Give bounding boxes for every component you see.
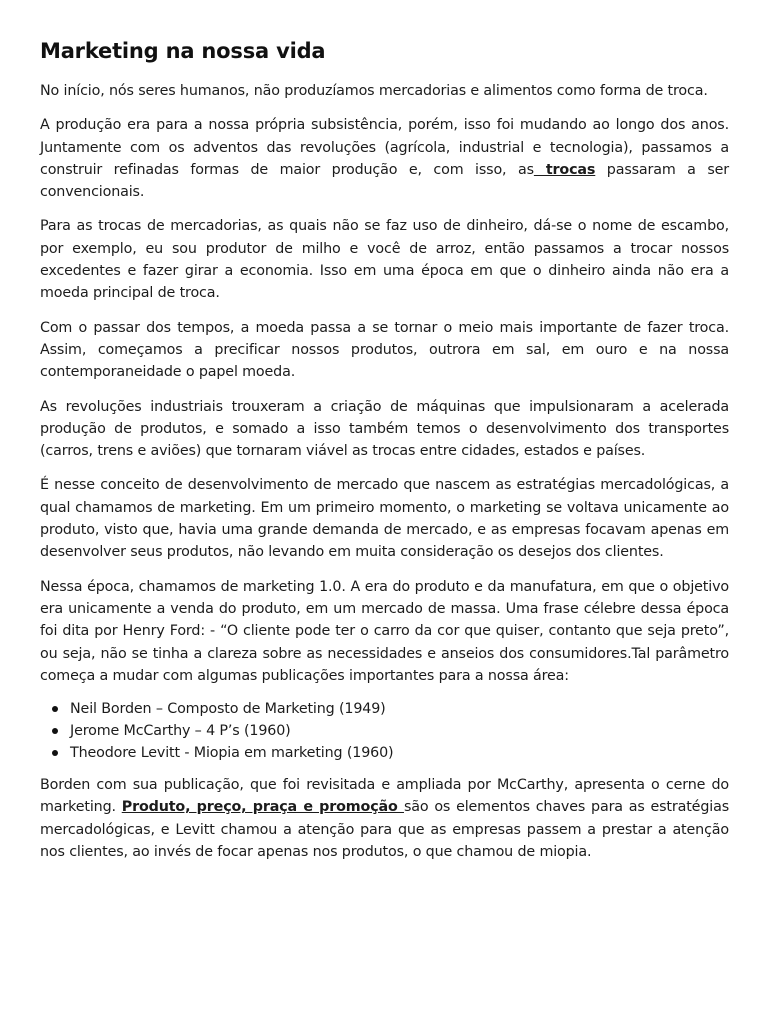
paragraph-5: As revoluções industriais trouxeram a criação de máquinas que impulsionaram a acelerada produção de produtos, e somado a isso também temos o desenvolvimento dos transportes (carros, trens e aviões) que tornaram viável as trocas entre cidades, estados e países. [40,398,729,460]
list-item-text: Theodore Levitt - Miopia em marketing (1960) [70,745,394,762]
paragraph-6: É nesse conceito de desenvolvimento de mercado que nascem as estratégias mercadológicas, a qual chamamos de marketing. Em um primeiro momento, o marketing se voltava unicamente ao produto, visto que, havia uma grande demanda de mercado, e as empresas focavam apenas em desenvolver seus produtos, não levando em muita consideração os desejos dos clientes. [40,477,729,561]
four-ps-link[interactable]: Produto, preço, praça e promoção [121,799,404,816]
list-item [70,742,729,764]
paragraph-8-text-a: Borden com sua publicação, que foi revisitada e ampliada por McCarthy, apresenta o cerne do marketing. [40,777,729,816]
paragraph-8 [40,774,729,863]
paragraph-1: No início, nós seres humanos, não produzíamos mercadorias e alimentos como forma de troca. [40,83,708,99]
list-item-text: Neil Borden – Composto de Marketing (1949) [70,701,386,718]
bullet-icon [52,750,58,756]
paragraph-2 [40,114,729,203]
bullet-icon [52,706,58,712]
paragraph-8-text-b: são os elementos chaves para as estratégias mercadológicas, e Levitt chamou a atenção para que as empresas passem a prestar a atenção nos clientes, ao invés de focar apenas nos produtos, o que chamou de miopia. [40,799,729,861]
paragraph-4: Com o passar dos tempos, a moeda passa a se tornar o meio mais importante de fazer troca. Assim, começamos a precificar nossos produtos, outrora em sal, em ouro e na nossa contemporaneidade o papel moeda. [40,319,729,381]
trocas-link[interactable]: trocas [533,161,596,178]
page-title: Marketing na nossa vida [40,39,326,63]
publications-list [40,698,729,764]
list-item [70,698,729,720]
paragraph-2-text-a: A produção era para a nossa própria subsistência, porém, isso foi mudando ao longo dos anos. Juntamente com os adventos das revoluções (agrícola, industrial e tecnologia), passamos a construir refinadas formas de maior produção e, com isso, as [40,117,729,178]
paragraph-7: Nessa época, chamamos de marketing 1.0. A era do produto e da manufatura, em que o objetivo era unicamente a venda do produto, em um mercado de massa. Uma frase célebre dessa época foi dita por Henry Ford: - “O cliente pode ter o carro da cor que quiser, contanto que seja preto”, ou seja, não se tinha a clareza sobre as necessidades e anseios dos consumidores.Tal parâmetro começa a mudar com algumas publicações importantes para a nossa área: [40,578,729,684]
list-item-text: Jerome McCarthy – 4 P’s (1960) [70,723,291,740]
list-item [70,720,729,742]
paragraph-3: Para as trocas de mercadorias, as quais não se faz uso de dinheiro, dá-se o nome de escambo, por exemplo, eu sou produtor de milho e você de arroz, então passamos a trocar nossos excedentes e fazer girar a economia. Isso em uma época em que o dinheiro ainda não era a moeda principal de troca. [40,218,729,302]
bullet-icon [52,728,58,734]
paragraph-2-text-b: passaram a ser convencionais. [40,161,729,201]
